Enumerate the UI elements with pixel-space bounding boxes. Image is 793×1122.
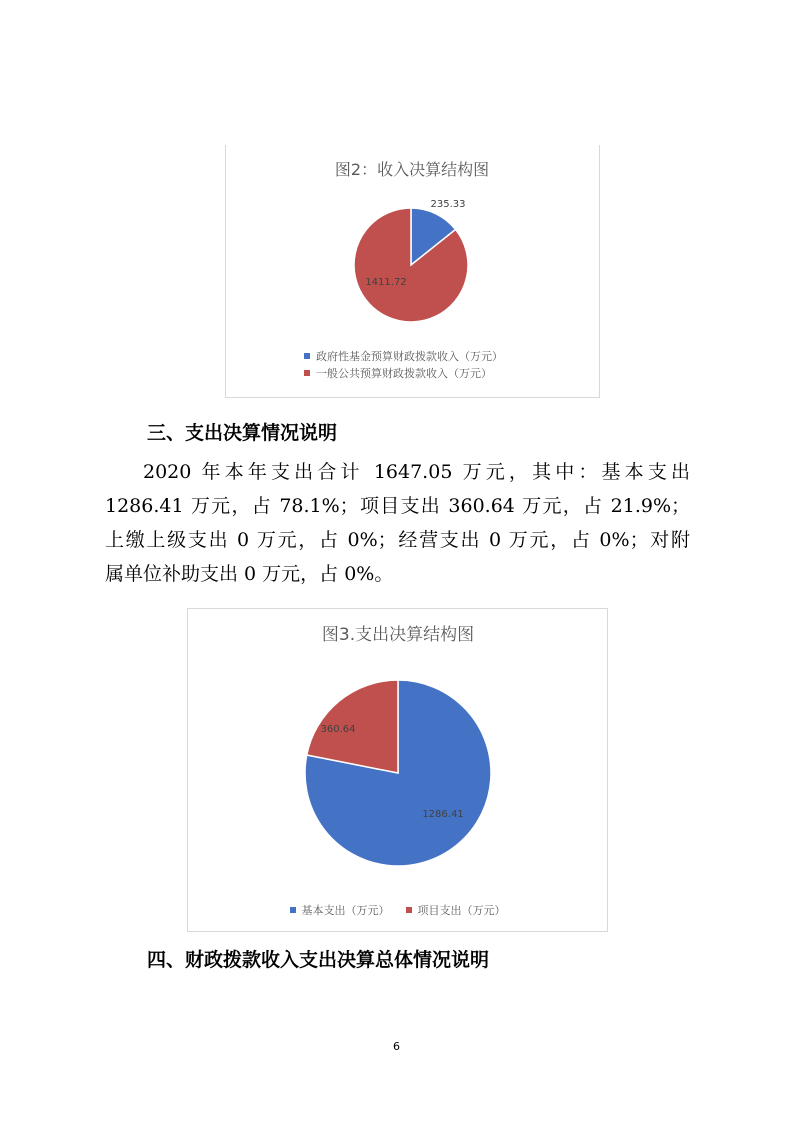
legend-item-general-budget [304, 364, 503, 381]
legend-swatch-blue [290, 907, 296, 913]
expenditure-legend [188, 901, 607, 918]
section-heading-expenditure: 三、支出决算情况说明 [147, 422, 338, 444]
legend-item-basic-expenditure [290, 901, 390, 918]
legend-swatch-blue [304, 353, 310, 359]
chart-title: 图2：收入决算结构图 [334, 160, 490, 179]
paragraph-line: 属单位补助支出 0 万元，占 0%。 [105, 563, 394, 585]
income-structure-chart [225, 145, 600, 398]
legend-label: 政府性基金预算财政拨款收入（万元） [316, 349, 503, 363]
data-label: 235.33 [430, 199, 466, 210]
paragraph-line: 上缴上级支出 0 万元，占 0%；经营支出 0 万元，占 0%；对附 [105, 529, 690, 551]
legend-item-project-expenditure [406, 901, 506, 918]
legend-label: 一般公共预算财政拨款收入（万元） [316, 366, 492, 380]
legend-item-fund-budget [304, 347, 503, 364]
expenditure-paragraph [105, 455, 690, 591]
data-label: 1411.72 [365, 277, 407, 288]
legend-swatch-red [304, 370, 310, 376]
data-label: 1286.41 [422, 809, 464, 820]
data-label: 360.64 [320, 724, 356, 735]
income-legend [304, 347, 503, 381]
legend-swatch-red [406, 907, 412, 913]
legend-label: 基本支出（万元） [301, 903, 390, 917]
paragraph-line: 2020 年本年支出合计 1647.05 万元，其中：基本支出 [143, 461, 690, 483]
legend-label: 项目支出（万元） [417, 903, 506, 917]
page-number: 6 [393, 1040, 400, 1053]
chart-title: 图3.支出决算结构图 [321, 625, 475, 645]
expenditure-structure-chart [187, 608, 608, 932]
section-heading-fiscal-appropriation: 四、财政拨款收入支出决算总体情况说明 [147, 949, 490, 971]
expenditure-pie-svg [188, 609, 607, 931]
paragraph-line: 1286.41 万元，占 78.1%；项目支出 360.64 万元，占 21.9%； [105, 495, 690, 517]
